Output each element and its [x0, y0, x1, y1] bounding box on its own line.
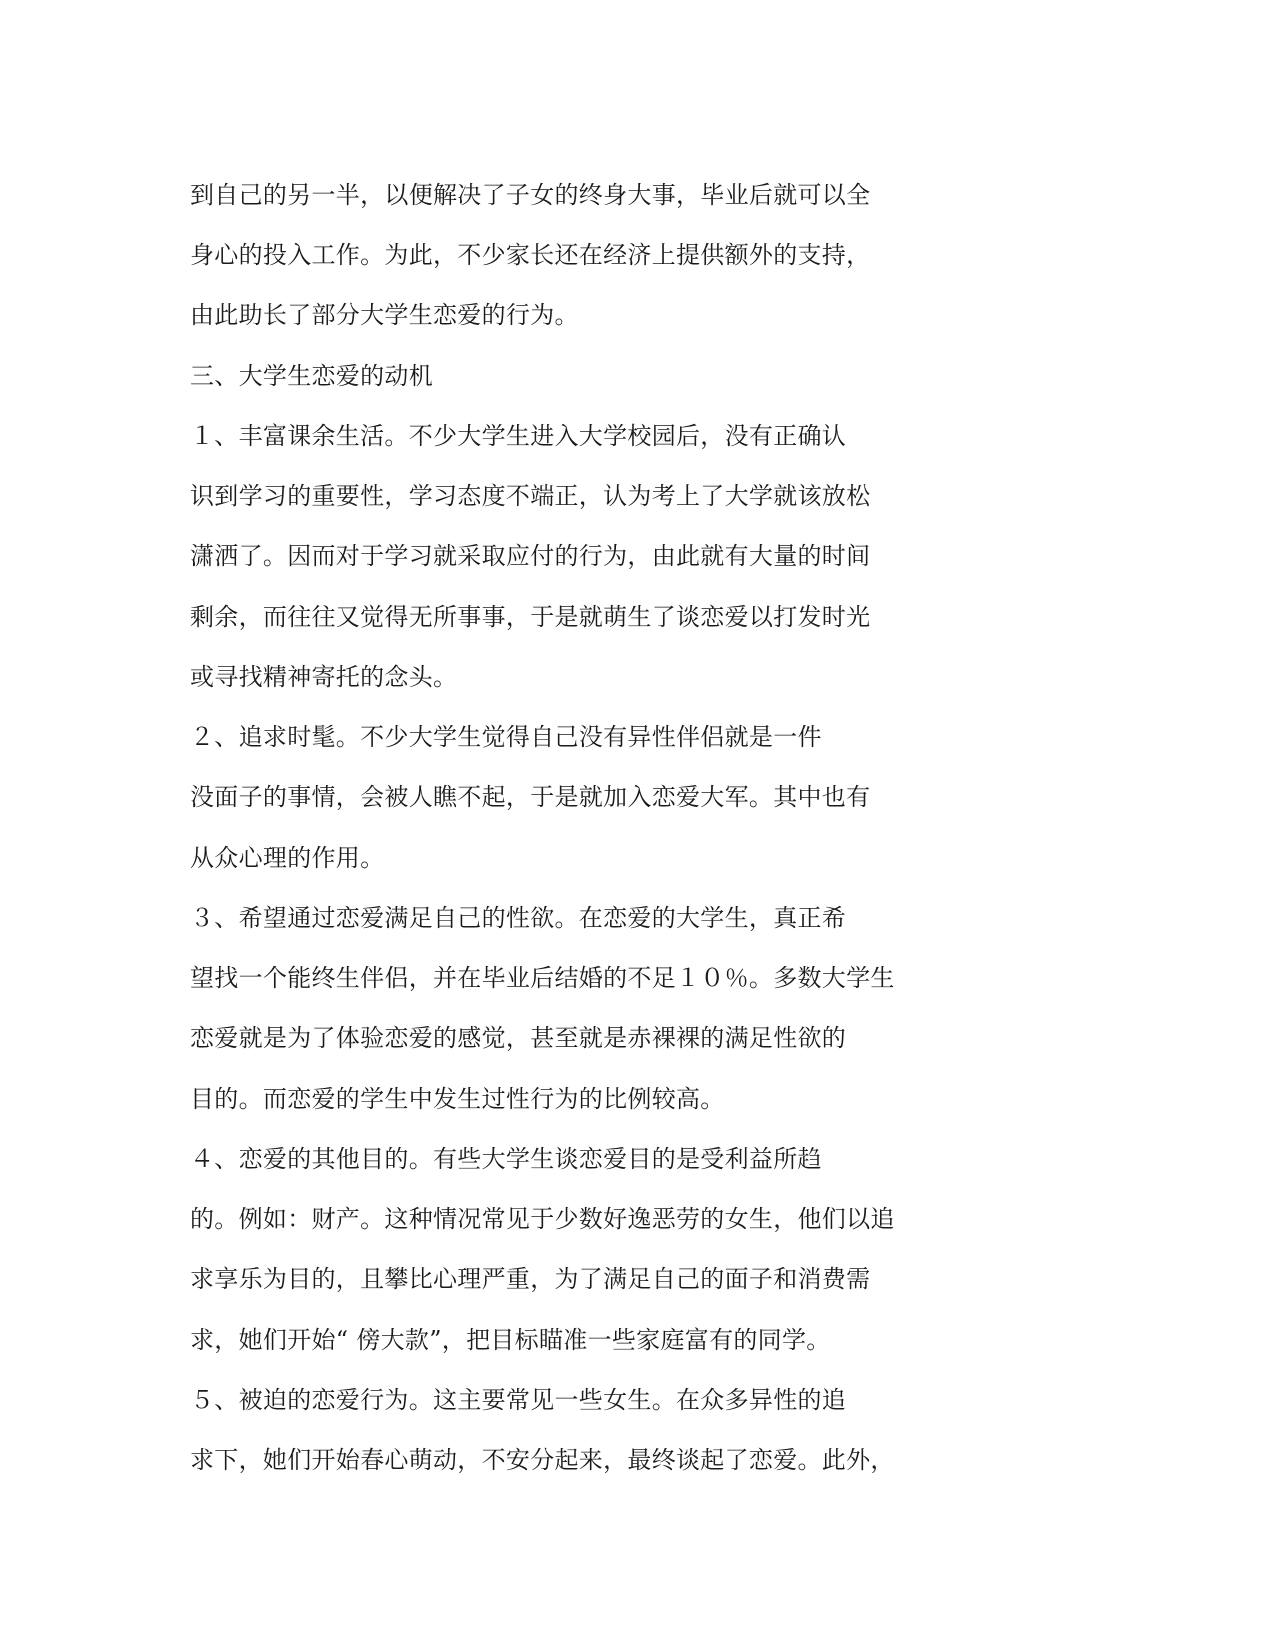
text-line: １、丰富课余生活。不少大学生进入大学校园后，没有正确认 — [190, 422, 847, 450]
text-line: 由此助长了部分大学生恋爱的行为。 — [190, 301, 579, 329]
text-line: 求享乐为目的，且攀比心理严重，为了满足自己的面子和消费需 — [190, 1265, 871, 1293]
text-line: 剩余，而往往又觉得无所事事，于是就萌生了谈恋爱以打发时光 — [190, 603, 871, 631]
text-line: 恋爱就是为了体验恋爱的感觉，甚至就是赤裸裸的满足性欲的 — [190, 1024, 847, 1052]
text-line: 求，她们开始“ 傍大款”，把目标瞄准一些家庭富有的同学。 — [190, 1326, 831, 1354]
text-line: 身心的投入工作。为此，不少家长还在经济上提供额外的支持， — [190, 241, 871, 269]
text-line: 从众心理的作用。 — [190, 844, 385, 872]
text-line: ５、被迫的恋爱行为。这主要常见一些女生。在众多异性的追 — [190, 1386, 847, 1414]
text-line: ４、恋爱的其他目的。有些大学生谈恋爱目的是受利益所趋 — [190, 1145, 822, 1173]
text-line: 潇洒了。因而对于学习就采取应付的行为，由此就有大量的时间 — [190, 542, 871, 570]
text-line: 识到学习的重要性，学习态度不端正，认为考上了大学就该放松 — [190, 482, 871, 510]
text-line: ２、追求时髦。不少大学生觉得自己没有异性伴侣就是一件 — [190, 723, 822, 751]
text-line: 或寻找精神寄托的念头。 — [190, 663, 458, 691]
text-line: ３、希望通过恋爱满足自己的性欲。在恋爱的大学生，真正希 — [190, 904, 847, 932]
section-heading: 三、大学生恋爱的动机 — [190, 362, 433, 390]
text-line: 望找一个能终生伴侣，并在毕业后结婚的不足１０％。多数大学生 — [190, 964, 895, 992]
text-line: 求下，她们开始春心萌动，不安分起来，最终谈起了恋爱。此外， — [190, 1446, 895, 1474]
text-line: 目的。而恋爱的学生中发生过性行为的比例较高。 — [190, 1085, 725, 1113]
text-line: 到自己的另一半，以便解决了子女的终身大事，毕业后就可以全 — [190, 181, 871, 209]
text-line: 没面子的事情，会被人瞧不起，于是就加入恋爱大军。其中也有 — [190, 783, 871, 811]
text-line: 的。例如：财产。这种情况常见于少数好逸恶劳的女生，他们以追 — [190, 1205, 895, 1233]
